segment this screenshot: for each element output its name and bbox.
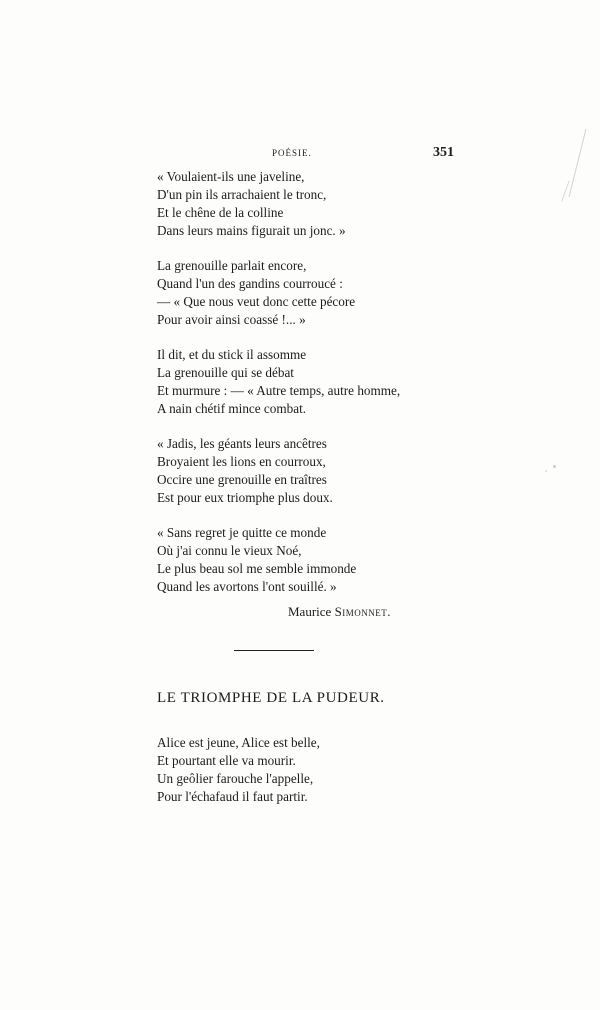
running-title: POÉSIE. [272,148,312,158]
verse-line: Quand l'un des gandins courroucé : [157,276,343,291]
running-head [156,146,454,164]
poem-body [157,168,417,613]
verse-line: Pour avoir ainsi coassé !... » [157,312,306,327]
verse-line: Et pourtant elle va mourir. [157,753,296,768]
verse-line: Broyaient les lions en courroux, [157,454,326,469]
stanza [157,346,417,418]
section-divider [234,650,314,651]
verse-line: La grenouille qui se débat [157,365,294,380]
section-title: LE TRIOMPHE DE LA PUDEUR. [157,690,385,706]
scan-mark [545,470,547,472]
verse-line: — « Que nous veut donc cette pécore [157,294,356,309]
author-first-name: Maurice [288,604,332,619]
verse-line: Quand les avortons l'ont souillé. » [157,579,337,594]
stanza [157,168,417,240]
next-poem-body [157,734,320,806]
verse-line: Occire une grenouille en traîtres [157,472,327,487]
stanza [157,257,417,329]
verse-line: « Jadis, les géants leurs ancêtres [157,436,327,451]
verse-line: Alice est jeune, Alice est belle, [157,735,320,750]
verse-line: D'un pin ils arrachaient le tronc, [157,187,327,202]
scan-mark [569,129,587,197]
stanza [157,524,417,596]
verse-line: Dans leurs mains figurait un jonc. » [157,223,346,238]
page-number: 351 [433,145,454,160]
verse-line: Il dit, et du stick il assomme [157,347,307,362]
author-signature [288,604,391,620]
scan-mark [561,180,569,201]
verse-line: Et le chêne de la colline [157,205,284,220]
verse-line: Le plus beau sol me semble immonde [157,561,357,576]
verse-line: « Sans regret je quitte ce monde [157,525,327,540]
verse-line: Est pour eux triomphe plus doux. [157,490,333,505]
verse-line: A nain chétif mince combat. [157,401,307,416]
verse-line: Un geôlier farouche l'appelle, [157,771,314,786]
verse-line: La grenouille parlait encore, [157,258,307,273]
verse-line: Où j'ai connu le vieux Noé, [157,543,302,558]
scan-mark [553,465,556,468]
verse-line: Pour l'échafaud il faut partir. [157,789,308,804]
verse-line: « Voulaient-ils une javeline, [157,169,305,184]
author-last-name: Simonnet. [334,604,392,619]
verse-line: Et murmure : — « Autre temps, autre homme, [157,383,401,398]
stanza [157,435,417,507]
